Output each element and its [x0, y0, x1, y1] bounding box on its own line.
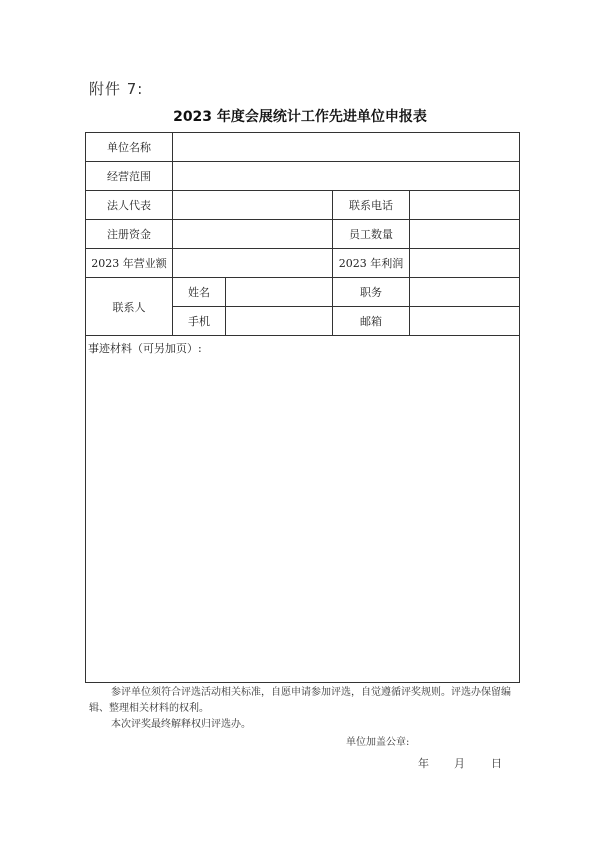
name-label: 姓名 — [173, 278, 226, 307]
registered-capital-label: 注册资金 — [86, 220, 173, 249]
revenue-label: 2023 年营业额 — [86, 249, 173, 278]
row-deeds — [86, 336, 520, 683]
attachment-label: 附件 7: — [89, 80, 144, 98]
email-field[interactable] — [410, 307, 520, 336]
registered-capital-field[interactable] — [173, 220, 333, 249]
mobile-label: 手机 — [173, 307, 226, 336]
unit-name-label: 单位名称 — [86, 133, 173, 162]
row-unit-name — [86, 133, 520, 162]
eligibility-note: 参评单位须符合评选活动相关标准，自愿申请参加评选，自觉遵循评奖规则。评选办保留编辑、整理相关材料的权利。 — [89, 687, 511, 714]
business-scope-field[interactable] — [173, 162, 520, 191]
row-revenue — [86, 249, 520, 278]
application-form-table — [85, 132, 520, 683]
employee-count-label: 员工数量 — [333, 220, 410, 249]
unit-name-field[interactable] — [173, 133, 520, 162]
profit-label: 2023 年利润 — [333, 249, 410, 278]
legal-rep-field[interactable] — [173, 191, 333, 220]
mobile-field[interactable] — [226, 307, 333, 336]
row-business-scope — [86, 162, 520, 191]
business-scope-label: 经营范围 — [86, 162, 173, 191]
official-seal-label: 单位加盖公章: — [346, 737, 410, 748]
row-legal-rep — [86, 191, 520, 220]
deeds-material-field[interactable] — [86, 336, 520, 683]
date-year-label: 年 — [418, 757, 429, 770]
legal-rep-label: 法人代表 — [86, 191, 173, 220]
interpretation-note: 本次评奖最终解释权归评选办。 — [111, 719, 251, 730]
phone-label: 联系电话 — [333, 191, 410, 220]
email-label: 邮箱 — [333, 307, 410, 336]
row-registered-capital — [86, 220, 520, 249]
profit-field[interactable] — [410, 249, 520, 278]
name-field[interactable] — [226, 278, 333, 307]
date-month-label: 月 — [454, 757, 465, 770]
position-label: 职务 — [333, 278, 410, 307]
contact-person-label: 联系人 — [86, 278, 173, 336]
row-contact-name — [86, 278, 520, 307]
form-title: 2023 年度会展统计工作先进单位申报表 — [173, 109, 427, 125]
phone-field[interactable] — [410, 191, 520, 220]
revenue-field[interactable] — [173, 249, 333, 278]
date-day-label: 日 — [491, 757, 502, 770]
position-field[interactable] — [410, 278, 520, 307]
employee-count-field[interactable] — [410, 220, 520, 249]
deeds-material-label: 事迹材料（可另加页）: — [88, 342, 202, 355]
